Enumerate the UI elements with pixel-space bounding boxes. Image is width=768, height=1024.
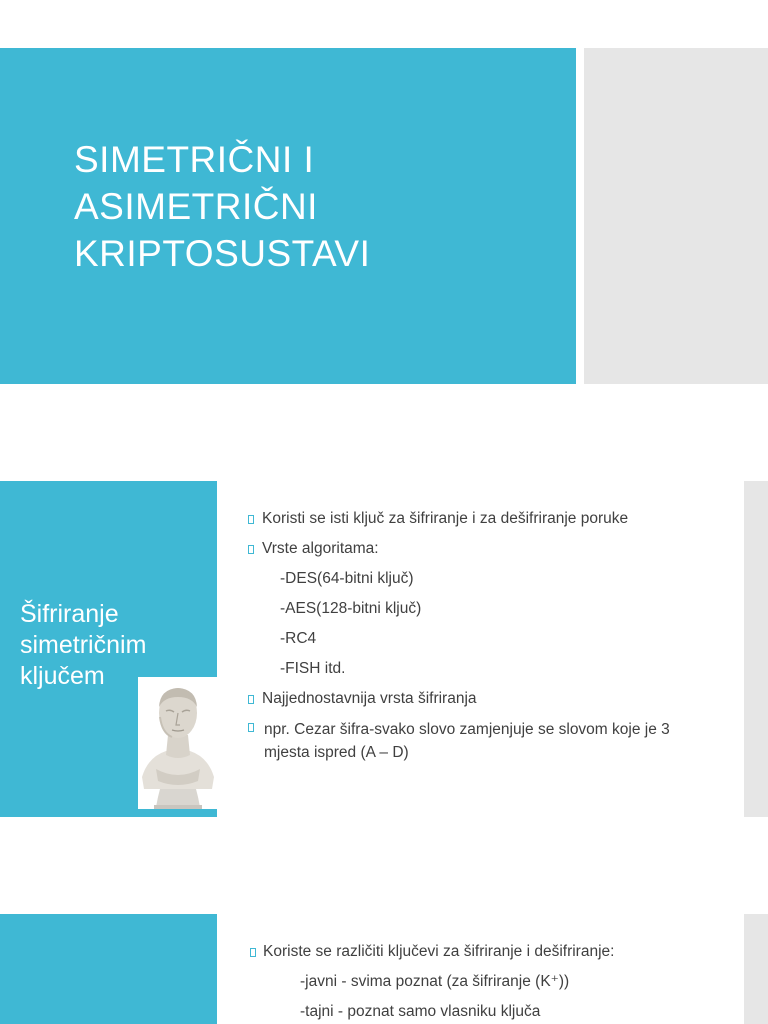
list-item — [248, 594, 718, 624]
list-item — [250, 967, 730, 997]
slide-title-line: simetričnim — [20, 631, 147, 659]
bullet-list — [248, 504, 718, 764]
list-item — [248, 564, 718, 594]
title-line: SIMETRIČNI I — [74, 139, 315, 180]
side-title-panel — [0, 914, 217, 1024]
list-item — [248, 624, 718, 654]
right-gray-strip — [744, 481, 768, 817]
list-item — [250, 997, 730, 1024]
list-item — [248, 654, 718, 684]
title-slide — [0, 48, 768, 384]
list-item-text: -FISH itd. — [280, 660, 346, 677]
bullet-icon — [248, 515, 254, 524]
bullet-icon — [248, 695, 254, 704]
right-gray-strip — [744, 914, 768, 1024]
list-item-text: -AES(128-bitni ključ) — [280, 600, 422, 617]
asymmetric-key-slide — [0, 914, 768, 1024]
presentation-title — [74, 136, 554, 277]
symmetric-key-slide — [0, 481, 768, 817]
title-line: KRIPTOSUSTAVI — [74, 233, 371, 274]
bullet-icon — [250, 948, 256, 957]
bullet-icon — [248, 545, 254, 554]
side-gray-panel — [584, 48, 768, 384]
list-item-text: -javni - svima poznat (za šifriranje (K⁺)) — [300, 973, 570, 990]
list-item — [248, 684, 718, 714]
list-item — [250, 937, 730, 967]
list-item-text: Najjednostavnija vrsta šifriranja — [262, 690, 477, 707]
list-item-text: -DES(64-bitni ključ) — [280, 570, 414, 587]
list-item-text: Koristi se isti ključ za šifriranje i za dešifriranje poruke — [262, 510, 629, 527]
slide-title-line: ključem — [20, 662, 105, 690]
list-item-text: -tajni - poznat samo vlasniku ključa — [300, 1003, 541, 1020]
caesar-bust-image — [138, 677, 218, 809]
list-item-text: npr. Cezar šifra-svako slovo zamjenjuje se slovom koje je 3 mjesta ispred (A – D) — [264, 721, 670, 761]
list-item-text: -RC4 — [280, 630, 317, 647]
list-item — [248, 504, 718, 534]
slide-title — [20, 599, 146, 692]
bullet-list — [250, 937, 730, 1024]
list-item — [248, 534, 718, 564]
slide-title-line: Šifriranje — [20, 600, 119, 628]
title-line: ASIMETRIČNI — [74, 186, 318, 227]
bullet-icon — [248, 723, 254, 732]
list-item-text: Vrste algoritama: — [262, 540, 379, 557]
list-item — [248, 714, 718, 764]
list-item-text: Koriste se različiti ključevi za šifriranje i dešifriranje: — [263, 943, 615, 960]
